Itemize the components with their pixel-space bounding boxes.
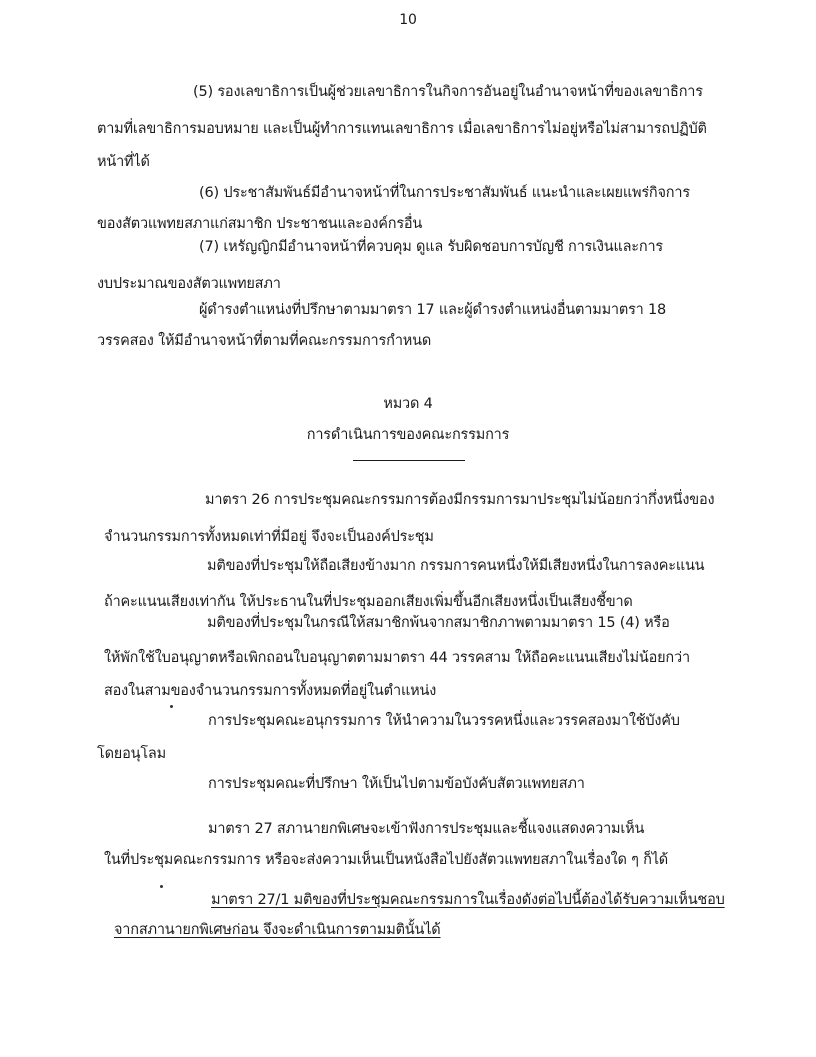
scan-speck (160, 885, 163, 888)
section-26-p1-line-1: มาตรา 26 การประชุมคณะกรรมการต้องมีกรรมการมาประชุมไม่น้อยกว่ากึ่งหนึ่งของ (205, 492, 715, 508)
section-27-1-line-1: มาตรา 27/1 มติของที่ประชุมคณะกรรมการในเรื่องดังต่อไปนี้ต้องได้รับความเห็นชอบ (211, 892, 725, 908)
section-26-p4-line-2: โดยอนุโลม (97, 746, 166, 762)
section-27-1-line-2: จากสภานายกพิเศษก่อน จึงจะดำเนินการตามมตินั้นได้ (114, 922, 441, 938)
section-26-p3-line-1: มติของที่ประชุมในกรณีให้สมาชิกพ้นจากสมาชิกภาพตามมาตรา 15 (4) หรือ (207, 615, 670, 631)
paragraph-6-line-1: (6) ประชาสัมพันธ์มีอำนาจหน้าที่ในการประชาสัมพันธ์ แนะนำและเผยแพร่กิจการ (199, 185, 690, 201)
paragraph-5-line-1: (5) รองเลขาธิการเป็นผู้ช่วยเลขาธิการในกิจการอันอยู่ในอำนาจหน้าที่ของเลขาธิการ (193, 84, 703, 100)
section-26-p2-line-2: ถ้าคะแนนเสียงเท่ากัน ให้ประธานในที่ประชุมออกเสียงเพิ่มขึ้นอีกเสียงหนึ่งเป็นเสียงชี้ขาด (104, 594, 633, 610)
scan-speck (170, 705, 173, 708)
paragraph-6-line-2: ของสัตวแพทยสภาแก่สมาชิก ประชาชนและองค์กรอื่น (97, 216, 423, 232)
advisor-paragraph-line-1: ผู้ดำรงตำแหน่งที่ปรึกษาตามมาตรา 17 และผู้ดำรงตำแหน่งอื่นตามมาตรา 18 (199, 302, 667, 318)
section-26-p4-line-1: การประชุมคณะอนุกรรมการ ให้นำความในวรรคหนึ่งและวรรคสองมาใช้บังคับ (208, 713, 680, 729)
paragraph-5-line-2: ตามที่เลขาธิการมอบหมาย และเป็นผู้ทำการแทนเลขาธิการ เมื่อเลขาธิการไม่อยู่หรือไม่สามารถปฏิบัติ (97, 121, 707, 137)
chapter-title: การดำเนินการของคณะกรรมการ (306, 427, 510, 443)
paragraph-7-line-1: (7) เหรัญญิกมีอำนาจหน้าที่ควบคุม ดูแล รับผิดชอบการบัญชี การเงินและการ (199, 239, 664, 255)
section-26-p3-line-3: สองในสามของจำนวนกรรมการทั้งหมดที่อยู่ในตำแหน่ง (104, 683, 437, 699)
section-26-p1-line-2: จำนวนกรรมการทั้งหมดเท่าที่มีอยู่ จึงจะเป็นองค์ประชุม (104, 529, 434, 545)
section-27-line-1: มาตรา 27 สภานายกพิเศษจะเข้าฟังการประชุมและชี้แจงแสดงความเห็น (208, 821, 645, 837)
section-26-p3-line-2: ให้พักใช้ใบอนุญาตหรือเพิกถอนใบอนุญาตตามมาตรา 44 วรรคสาม ให้ถือคะแนนเสียงไม่น้อยกว่า (104, 650, 690, 666)
page-number: 10 (399, 12, 417, 28)
paragraph-5-line-3: หน้าที่ได้ (97, 154, 150, 170)
section-26-p2-line-1: มติของที่ประชุมให้ถือเสียงข้างมาก กรรมการคนหนึ่งให้มีเสียงหนึ่งในการลงคะแนน (207, 558, 705, 574)
paragraph-7-line-2: งบประมาณของสัตวแพทยสภา (97, 276, 281, 292)
section-27-line-2: ในที่ประชุมคณะกรรมการ หรือจะส่งความเห็นเป็นหนังสือไปยังสัตวแพทยสภาในเรื่องใด ๆ ก็ได้ (104, 852, 669, 868)
chapter-divider (353, 460, 465, 461)
advisor-paragraph-line-2: วรรคสอง ให้มีอำนาจหน้าที่ตามที่คณะกรรมการกำหนด (97, 333, 432, 349)
section-26-p5-line-1: การประชุมคณะที่ปรึกษา ให้เป็นไปตามข้อบังคับสัตวแพทยสภา (208, 776, 585, 792)
chapter-heading: หมวด 4 (383, 396, 433, 412)
